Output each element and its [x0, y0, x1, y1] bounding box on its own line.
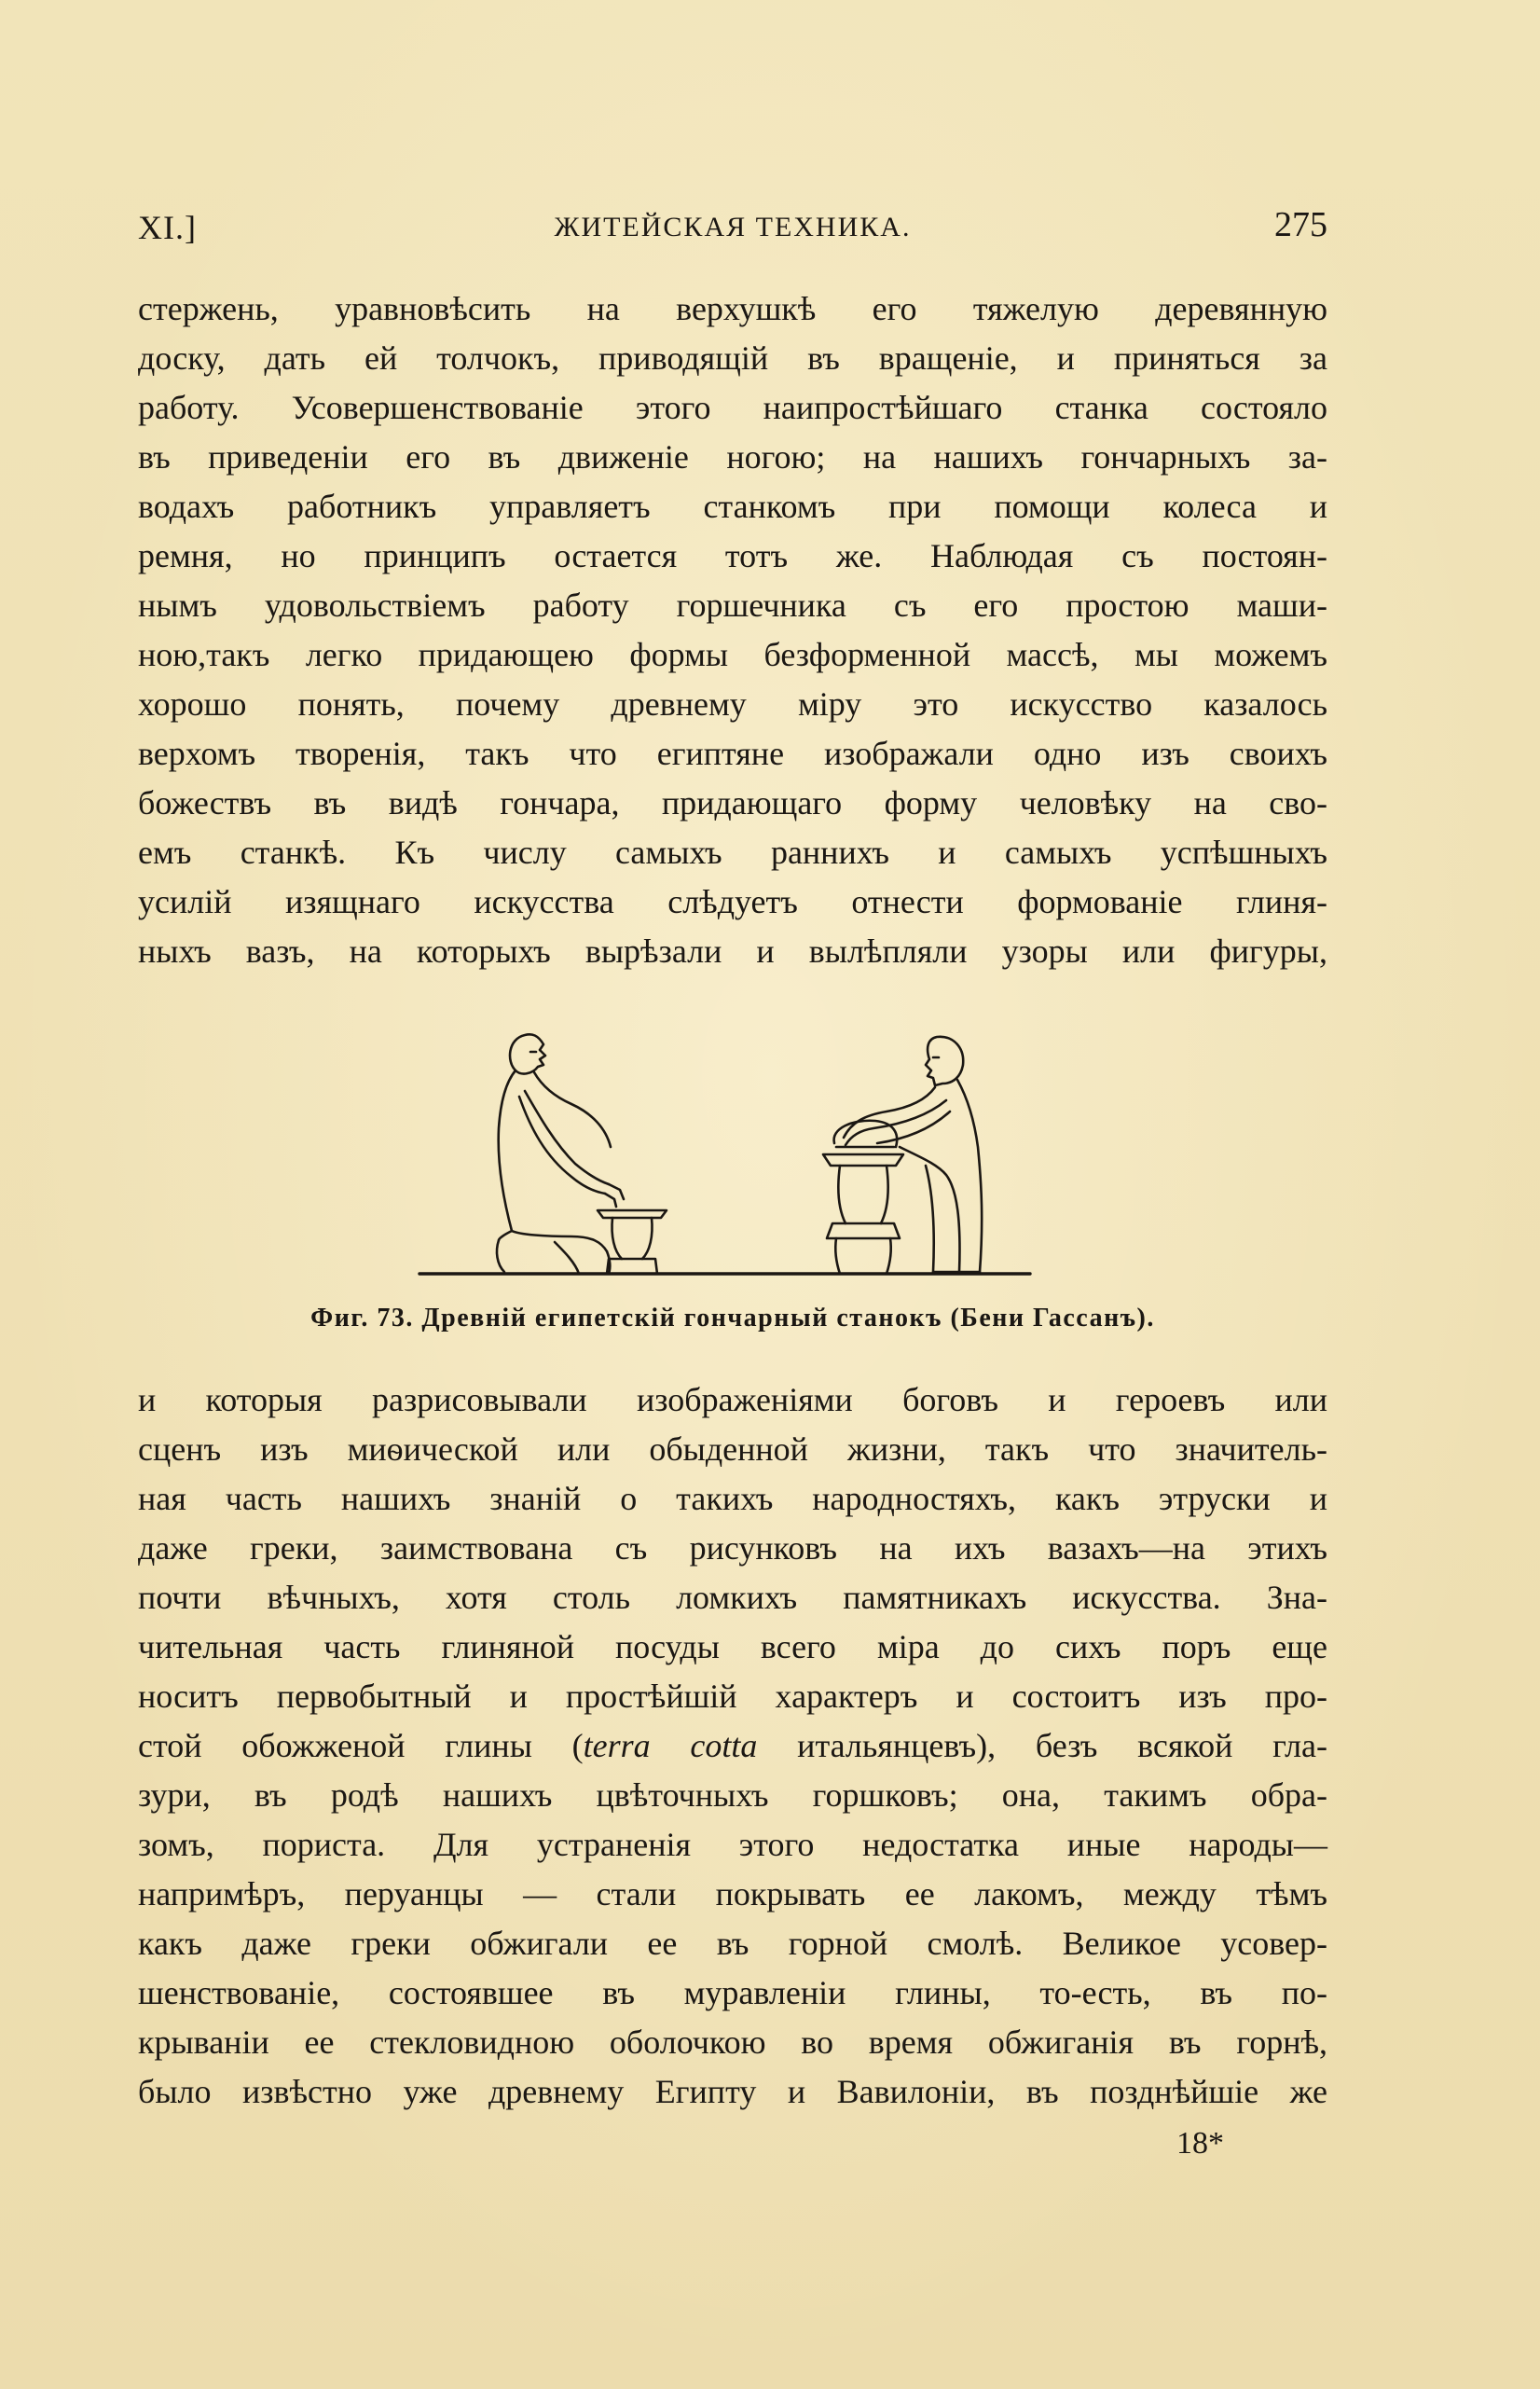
text-line: носитъ первобытный и простѣйшій характеръ и состоитъ изъ про- [138, 1678, 1327, 1715]
text-line: емъ станкѣ. Къ числу самыхъ раннихъ и самыхъ успѣшныхъ [138, 834, 1327, 871]
text-line: чительная часть глиняной посуды всего міра до сихъ поръ еще [138, 1628, 1327, 1665]
text-fragment: стой обожженой глины ( [138, 1727, 584, 1764]
text-line: верхомъ творенія, такъ что египтяне изображали одно изъ своихъ [138, 735, 1327, 772]
text-line: въ приведеніи его въ движеніе ногою; на нашихъ гончарныхъ за- [138, 438, 1327, 476]
text-line: божествъ въ видѣ гончара, придающаго форму человѣку на сво- [138, 784, 1327, 822]
figure-caption: Фиг. 73. Древній египетскій гончарный станокъ (Бени Гассанъ). [310, 1304, 1155, 1333]
chapter-marker: XI.] [138, 209, 197, 246]
text-line: ремня, но принципъ остается тотъ же. Наблюдая съ постоян- [138, 537, 1327, 574]
page-number: 275 [1274, 205, 1327, 244]
paragraph-top [138, 284, 1327, 976]
text-line: было извѣстно уже древнему Египту и Вавилоніи, въ позднѣйшіе же [138, 2073, 1327, 2110]
text-line: какъ даже греки обжигали ее въ горной смолѣ. Великое усовер- [138, 1925, 1327, 1962]
text-line: даже греки, заимствована съ рисунковъ на ихъ вазахъ—на этихъ [138, 1529, 1327, 1567]
text-line: доску, дать ей толчокъ, приводящій въ вращеніе, и приняться за [138, 339, 1327, 377]
text-line: стержень, уравновѣсить на верхушкѣ его тяжелую деревянную [138, 290, 1327, 327]
italic-term: terra cotta [583, 1727, 758, 1764]
page-header [138, 200, 1327, 256]
text-line: крываніи ее стекловидною оболочкою во время обжиганія въ горнѣ, [138, 2023, 1327, 2061]
running-title: ЖИТЕЙСКАЯ ТЕХНИКА. [554, 212, 912, 242]
text-line: сценъ изъ миѳической или обыденной жизни, такъ что значитель- [138, 1430, 1327, 1468]
text-line: шенствованіе, состоявшее въ муравленіи глины, то-есть, въ по- [138, 1974, 1327, 2011]
text-line: ная часть нашихъ знаній о такихъ народностяхъ, какъ этруски и [138, 1480, 1327, 1517]
text-line: и которыя разрисовывали изображеніями боговъ и героевъ или [138, 1381, 1327, 1418]
signature-mark: 18* [1176, 2126, 1224, 2161]
text-fragment: итальянцевъ), безъ всякой гла- [757, 1727, 1327, 1764]
paragraph-bottom [138, 1375, 1327, 2117]
text-line: ною,такъ легко придающею формы безформенной массѣ, мы можемъ [138, 636, 1327, 673]
text-line: напримѣръ, перуанцы — стали покрывать ее лакомъ, между тѣмъ [138, 1875, 1327, 1913]
right-potter-wheel [823, 1154, 903, 1274]
text-line: зомъ, пориста. Для устраненія этого недостатка иные народы— [138, 1826, 1327, 1863]
text-line: хорошо понять, почему древнему міру это искусство казалось [138, 685, 1327, 723]
text-line: усилій изящнаго искусства слѣдуетъ отнести формованіе глиня- [138, 883, 1327, 920]
text-line: работу. Усовершенствованіе этого наипростѣйшаго станка состояло [138, 389, 1327, 426]
text-line: ныхъ вазъ, на которыхъ вырѣзали и вылѣпляли узоры или фигуры, [138, 932, 1327, 970]
text-line: водахъ работникъ управляетъ станкомъ при помощи колеса и [138, 488, 1327, 525]
text-line-terra-cotta [138, 1721, 1327, 1771]
left-potter-figure [497, 1034, 624, 1274]
potter-wheel-illustration [415, 1007, 1039, 1287]
left-potter-wheel [598, 1210, 667, 1274]
text-line: почти вѣчныхъ, хотя столь ломкихъ памятникахъ искусства. Зна- [138, 1579, 1327, 1616]
text-line: нымъ удовольствіемъ работу горшечника съ его простою маши- [138, 587, 1327, 624]
text-line: зури, въ родѣ нашихъ цвѣточныхъ горшковъ; она, такимъ обра- [138, 1776, 1327, 1814]
